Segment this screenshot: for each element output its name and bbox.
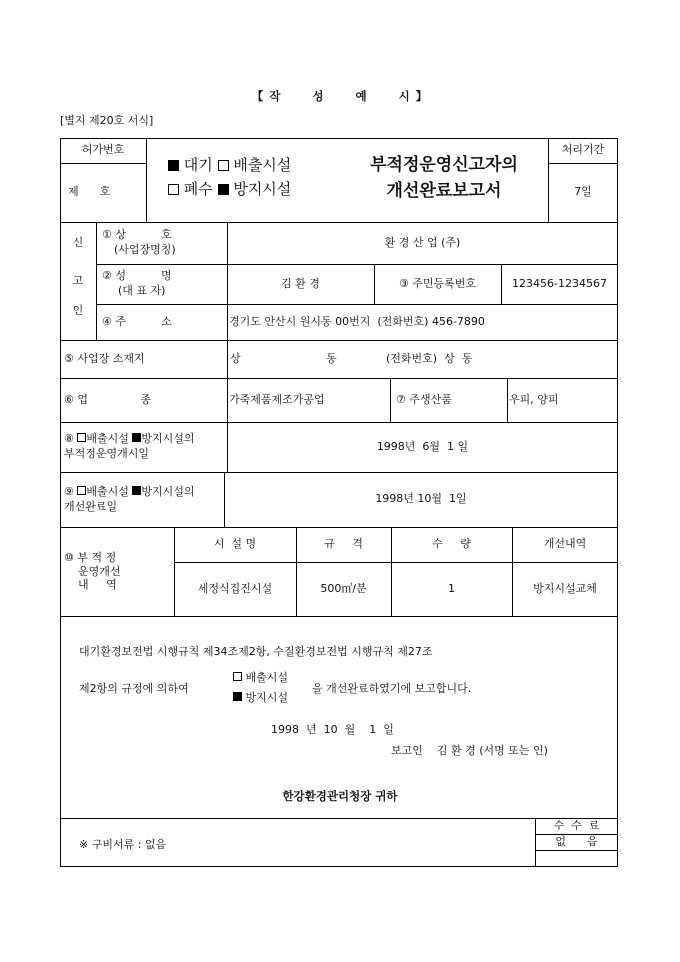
rule [96,222,97,340]
fee-label: 수 수 료 [553,818,600,832]
statement-opt-prevention-text: 방지시설 [245,691,289,704]
improvement-label-line: 내 역 [78,578,117,592]
rule [390,378,391,422]
completion-date-opt-prevention: 방지시설의 [141,484,195,498]
main-product-value: 우피, 양피 [509,392,559,406]
completion-date-value: 1998년 10월 1일 [375,492,467,506]
document-title-line-2: 개선완료보고서 [386,180,502,201]
required-documents: ※ 구비서류 : 없음 [79,838,167,851]
completion-date-number: ⑨ [64,484,74,498]
resident-number-value: 123456-1234567 [512,276,607,290]
industry-value: 가죽제품제조가공업 [229,392,325,406]
trade-name-label [98,222,227,264]
improvement-label-line: ⑩ 부 적 정 [64,550,117,564]
page-title [0,88,680,104]
checked-box[interactable] [233,692,242,701]
checked-box[interactable] [218,184,229,195]
trade-name-value: 환 경 산 업 (주) [384,235,461,249]
completion-date-label-line-2: 개선완료일 [64,499,118,513]
column-header-spec: 규 격 [324,537,363,551]
name-value: 김 환 경 [281,276,320,290]
addressee: 한강환경관리청장 귀하 [282,789,398,803]
category-prevention: 방지시설 [233,179,292,198]
reporter-signature: 보고인 김 환 경 (서명 또는 인) [391,744,548,757]
checkbox[interactable] [218,160,229,171]
rule [146,138,147,222]
category-air: 대기 [183,155,213,174]
name-label [98,264,227,304]
start-date-opt-prevention: 방지시설의 [141,432,195,446]
reporter-group-label: 인 [72,303,84,317]
start-date-value: 1998년 6월 1 일 [376,439,469,453]
site-location-label: ⑤ 사업장 소재지 [64,351,145,365]
statement-line-2-pre: 제2항의 규정에 의하여 [79,682,189,695]
site-location-phone: (전화번호) 상 동 [386,351,473,365]
column-header-facility: 시 설 명 [213,537,257,551]
statement-option-emission [233,669,288,685]
title-part: 【 작 [251,89,282,103]
address-label: ④ 주 소 [102,314,172,328]
category-row-1 [168,153,348,177]
rule [535,850,618,851]
processing-period-value: 7일 [574,185,592,199]
checkbox[interactable] [233,672,242,681]
processing-period-label: 처리기간 [561,143,605,157]
checkbox[interactable] [168,184,179,195]
rule [60,616,618,617]
permit-number-label: 허가번호 [81,143,125,157]
title-part: 성 [312,89,325,103]
title-part: 시 】 [398,89,429,103]
category-wastewater: 폐수 [183,179,213,198]
trade-name-label-text: ① 상 호 [102,228,172,242]
checked-box[interactable] [168,160,179,171]
site-location-dong: 동 [326,351,337,365]
improvement-label [60,527,174,616]
name-sub: (대 표 자) [118,284,166,297]
reporter-group-label: 고 [72,273,84,287]
name-label-text: ② 성 명 [102,269,172,283]
category-row-2 [168,177,348,201]
improvement-facility: 세정식집진시설 [197,581,273,595]
statement-option-prevention [233,689,288,705]
industry-label: ⑥ 업 종 [64,392,152,406]
column-header-detail: 개선내역 [543,537,587,551]
resident-number-label: ③ 주민등록번호 [398,276,477,290]
improvement-quantity: 1 [448,581,455,595]
receipt-number-label: 제 호 [68,185,111,199]
category-emission: 배출시설 [233,155,292,174]
report-date: 1998 년 10 월 1 일 [271,723,394,736]
improvement-detail: 방지시설교체 [533,581,597,595]
improvement-spec: 500㎥/분 [320,581,367,595]
reporter-group-label: 신 [72,235,84,249]
completion-date-opt-emission: 배출시설 [86,484,129,498]
start-date-label [60,422,227,472]
start-date-number: ⑧ [64,432,74,446]
start-date-opt-emission: 배출시설 [86,432,129,446]
site-location-city: 상 [230,351,241,365]
document-title-line-1: 부적정운영신고자의 [370,154,518,175]
address-value: 경기도 안산시 원시동 00번지 (전화번호) 456-7890 [229,314,485,328]
form-number: [별지 제20호 서식] [60,114,154,127]
start-date-label-line-2: 부적정운영개시일 [64,447,150,460]
completion-date-label [60,472,224,527]
improvement-label-line: 운영개선 [78,564,121,578]
fee-value: 없 음 [555,834,598,848]
column-header-quantity: 수 량 [432,537,471,551]
statement-opt-emission-text: 배출시설 [245,671,289,684]
trade-name-sub: (사업장명칭) [114,243,176,256]
main-product-label: ⑦ 주생산품 [396,392,452,406]
title-part: 예 [355,89,368,103]
statement-line-1: 대기환경보전법 시행규칙 제34조제2항, 수질환경보전법 시행규칙 제27조 [79,645,433,658]
statement-line-2-post: 을 개선완료하였기에 보고합니다. [312,682,472,695]
